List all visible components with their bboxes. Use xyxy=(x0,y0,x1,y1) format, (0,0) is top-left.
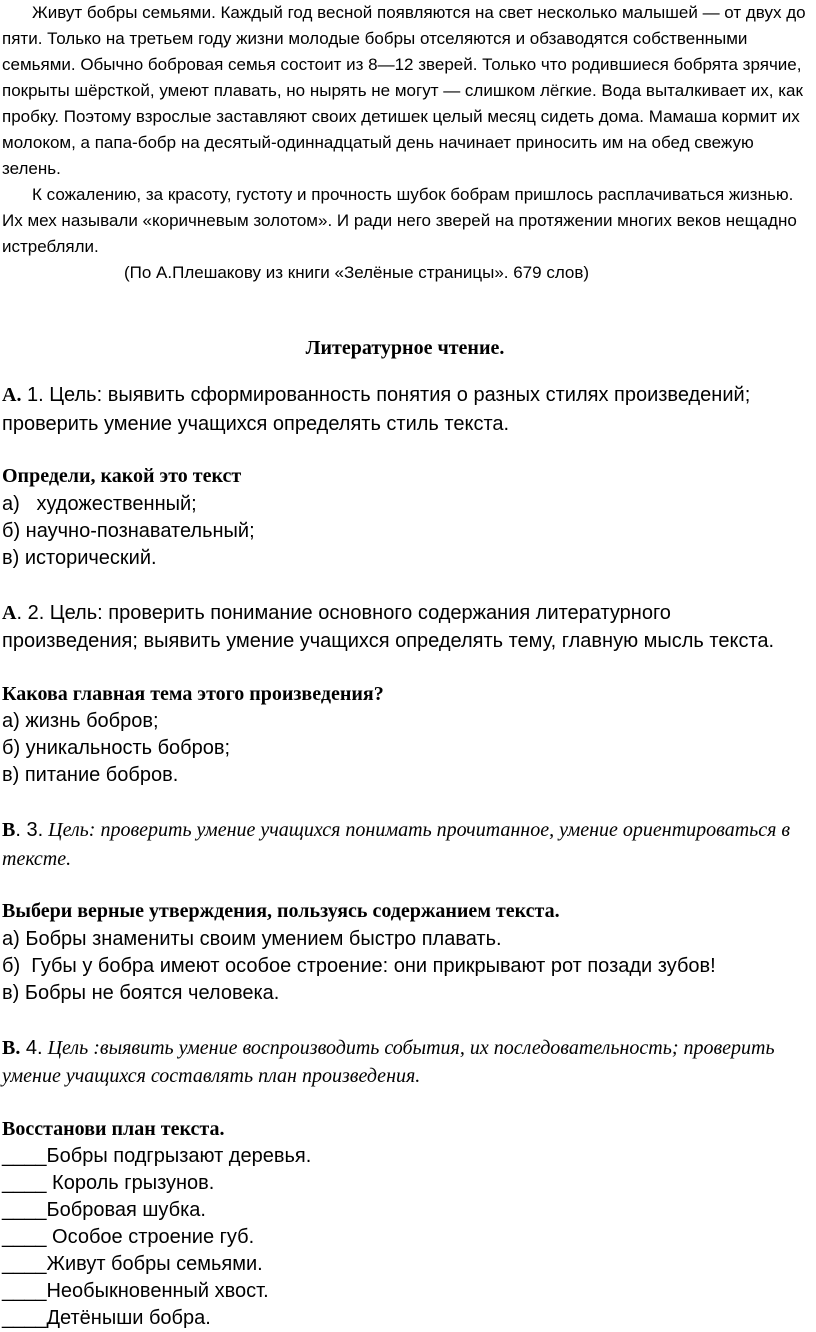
answer-option: в) исторический. xyxy=(2,546,157,569)
plan-item: ____ Особое строение губ. xyxy=(2,1226,255,1248)
task-letter: А xyxy=(2,601,17,624)
task-goal xyxy=(2,381,808,438)
plan-item: ____ Король грызунов. xyxy=(2,1172,215,1194)
passage-source: (По А.Плешакову из книги «Зелёные страницы». 679 слов) xyxy=(124,263,590,282)
reading-passage xyxy=(2,0,808,260)
task-question: Определи, какой это текст xyxy=(2,465,242,487)
task-question: Выбери верные утверждения, пользуясь содержанием текста. xyxy=(2,900,560,922)
task-goal-text: Цель :выявить умение воспроизводить события, их последовательность; проверить умение учащихся составлять план произведения. xyxy=(2,1036,775,1087)
answer-option: а) художественный; xyxy=(2,492,197,515)
passage-paragraph: Живут бобры семьями. Каждый год весной появляются на свет несколько малышей — от двух до пяти. Только на третьем году жизни молодые бобры отселяются и обзаводятся собственными семьями. Обычно бобровая семья состоит из 8—12 зверей. Только что родившиеся бобрята зрячие, покрыты шёрсткой, умеют плавать, но нырять не могут — слишком лёгкие. Вода выталкивает их, как пробку. Поэтому взрослые заставляют своих детишек целый месяц сидеть дома. Мамаша кормит их молоком, а папа-бобр на десятый-одиннадцатый день начинает приносить им на обед свежую зелень. xyxy=(2,3,806,178)
task-number: . 3. xyxy=(15,819,44,841)
plan-item: ____Детёныши бобра. xyxy=(2,1307,211,1329)
task-goal xyxy=(2,1034,808,1091)
task-letter: В xyxy=(2,819,16,841)
task-goal-text: Цель: выявить сформированность понятия о разных стилях произведений; проверить умение учащихся определять стиль текста. xyxy=(2,384,751,435)
task-question: Восстанови план текста. xyxy=(2,1117,225,1140)
section-title: Литературное чтение. xyxy=(305,337,505,359)
plan-item: ____Живут бобры семьями. xyxy=(2,1253,263,1275)
task-goal xyxy=(2,599,808,656)
answer-option: б) уникальность бобров; xyxy=(2,737,231,759)
task-number: 1. xyxy=(21,384,44,406)
answer-option: в) Бобры не боятся человека. xyxy=(2,981,280,1004)
answer-option: б) научно-познавательный; xyxy=(2,519,255,542)
task-number: 4. xyxy=(20,1036,43,1059)
answer-option: а) жизнь бобров; xyxy=(2,710,159,732)
plan-item: ____Необыкновенный хвост. xyxy=(2,1280,269,1302)
plan-item: ____Бобровая шубка. xyxy=(2,1199,206,1221)
task-goal xyxy=(2,816,808,873)
answer-option: а) Бобры знамениты своим умением быстро плавать. xyxy=(2,927,502,950)
passage-paragraph: К сожалению, за красоту, густоту и прочность шубок бобрам пришлось расплачиваться жизнью. Их мех называли «коричневым золотом». И ради него зверей на протяжении многих веков нещадно истребляли. xyxy=(2,185,797,256)
answer-option: в) питание бобров. xyxy=(2,764,179,786)
plan-item: ____Бобры подгрызают деревья. xyxy=(2,1145,312,1167)
task-number: . 2. xyxy=(16,601,45,624)
task-letter: А. xyxy=(2,384,22,406)
answer-option: б) Губы у бобра имеют особое строение: они прикрывают рот позади зубов! xyxy=(2,954,716,977)
task-letter: В. xyxy=(2,1036,21,1059)
task-goal-text: Цель: проверить понимание основного содержания литературного произведения; выявить умение учащихся определять тему, главную мысль текста. xyxy=(2,601,775,652)
task-question: Какова главная тема этого произведения? xyxy=(2,682,384,705)
task-goal-text: Цель: проверить умение учащихся понимать прочитанное, умение ориентироваться в тексте. xyxy=(2,819,791,870)
